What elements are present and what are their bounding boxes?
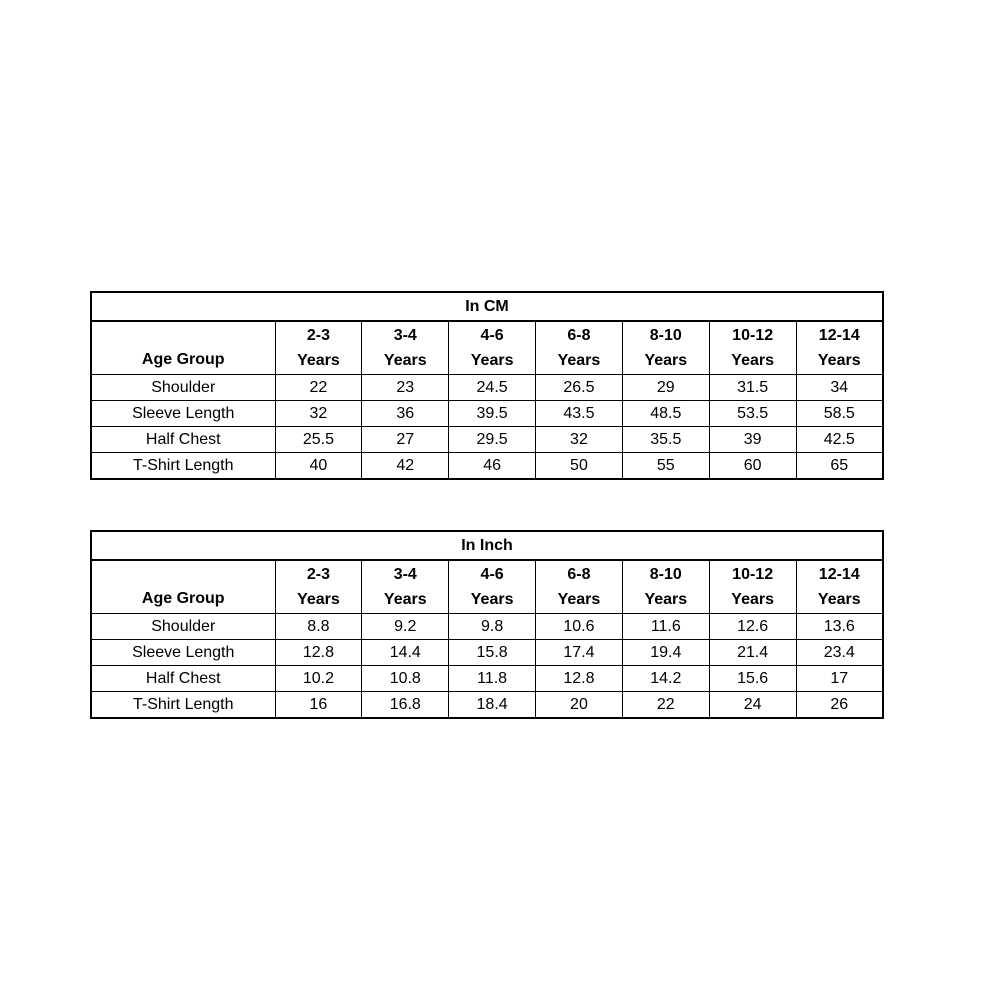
table-row: [91, 453, 883, 480]
age-group-label: Age Group: [91, 321, 275, 375]
table-row: [91, 692, 883, 719]
table-cell: 60: [709, 453, 796, 480]
table-row: [91, 666, 883, 692]
table-row: [91, 375, 883, 401]
table-cell: 39: [709, 427, 796, 453]
table-cell: 21.4: [709, 640, 796, 666]
table-cell: 29.5: [449, 427, 536, 453]
column-header: 3-4 Years: [362, 321, 449, 375]
table-cell: 26.5: [536, 375, 623, 401]
table-cell: 26: [796, 692, 883, 719]
table-cell: 17.4: [536, 640, 623, 666]
table-cell: 19.4: [622, 640, 709, 666]
header-row: [91, 321, 883, 375]
table-cell: 53.5: [709, 401, 796, 427]
table-cell: 15.6: [709, 666, 796, 692]
table-title: In Inch: [91, 531, 883, 560]
table-cell: 55: [622, 453, 709, 480]
table-cell: 32: [536, 427, 623, 453]
table-cell: 43.5: [536, 401, 623, 427]
table-cell: 39.5: [449, 401, 536, 427]
table-cell: 22: [622, 692, 709, 719]
table-cell: 14.4: [362, 640, 449, 666]
table-cell: 40: [275, 453, 362, 480]
table-row: [91, 401, 883, 427]
table-cell: 18.4: [449, 692, 536, 719]
column-header: 2-3 Years: [275, 321, 362, 375]
table-row: [91, 640, 883, 666]
row-label: Sleeve Length: [91, 640, 275, 666]
table-cell: 17: [796, 666, 883, 692]
table-cell: 58.5: [796, 401, 883, 427]
table-cell: 12.8: [536, 666, 623, 692]
size-chart-cm-table: [90, 291, 884, 480]
column-header: 3-4 Years: [362, 560, 449, 614]
table-cell: 14.2: [622, 666, 709, 692]
table-cell: 42.5: [796, 427, 883, 453]
row-label: Half Chest: [91, 666, 275, 692]
table-cell: 48.5: [622, 401, 709, 427]
table-cell: 23: [362, 375, 449, 401]
column-header: 6-8 Years: [536, 560, 623, 614]
table-cell: 13.6: [796, 614, 883, 640]
column-header: 10-12 Years: [709, 560, 796, 614]
table-cell: 10.6: [536, 614, 623, 640]
row-label: Shoulder: [91, 614, 275, 640]
table-cell: 15.8: [449, 640, 536, 666]
column-header: 6-8 Years: [536, 321, 623, 375]
table-cell: 11.6: [622, 614, 709, 640]
header-row: [91, 560, 883, 614]
column-header: 4-6 Years: [449, 321, 536, 375]
table-cell: 11.8: [449, 666, 536, 692]
table-cell: 50: [536, 453, 623, 480]
table-cell: 23.4: [796, 640, 883, 666]
table-cell: 10.2: [275, 666, 362, 692]
table-cell: 20: [536, 692, 623, 719]
table-cell: 65: [796, 453, 883, 480]
table-cell: 31.5: [709, 375, 796, 401]
table-cell: 9.2: [362, 614, 449, 640]
column-header: 4-6 Years: [449, 560, 536, 614]
table-cell: 36: [362, 401, 449, 427]
row-label: T-Shirt Length: [91, 453, 275, 480]
table-row: [91, 427, 883, 453]
table-cell: 8.8: [275, 614, 362, 640]
column-header: 8-10 Years: [622, 321, 709, 375]
table-cell: 16: [275, 692, 362, 719]
table-cell: 35.5: [622, 427, 709, 453]
row-label: Half Chest: [91, 427, 275, 453]
table-cell: 25.5: [275, 427, 362, 453]
table-cell: 12.8: [275, 640, 362, 666]
table-cell: 24: [709, 692, 796, 719]
table-cell: 12.6: [709, 614, 796, 640]
table-cell: 27: [362, 427, 449, 453]
row-label: Sleeve Length: [91, 401, 275, 427]
table-cell: 16.8: [362, 692, 449, 719]
table-cell: 32: [275, 401, 362, 427]
column-header: 10-12 Years: [709, 321, 796, 375]
table-row: [91, 614, 883, 640]
column-header: 12-14 Years: [796, 321, 883, 375]
column-header: 8-10 Years: [622, 560, 709, 614]
table-cell: 29: [622, 375, 709, 401]
table-title: In CM: [91, 292, 883, 321]
size-chart-inch-table: [90, 530, 884, 719]
column-header: 2-3 Years: [275, 560, 362, 614]
table-cell: 42: [362, 453, 449, 480]
table-cell: 24.5: [449, 375, 536, 401]
table-cell: 9.8: [449, 614, 536, 640]
column-header: 12-14 Years: [796, 560, 883, 614]
table-cell: 34: [796, 375, 883, 401]
table-cell: 10.8: [362, 666, 449, 692]
row-label: T-Shirt Length: [91, 692, 275, 719]
table-cell: 46: [449, 453, 536, 480]
table-cell: 22: [275, 375, 362, 401]
row-label: Shoulder: [91, 375, 275, 401]
age-group-label: Age Group: [91, 560, 275, 614]
